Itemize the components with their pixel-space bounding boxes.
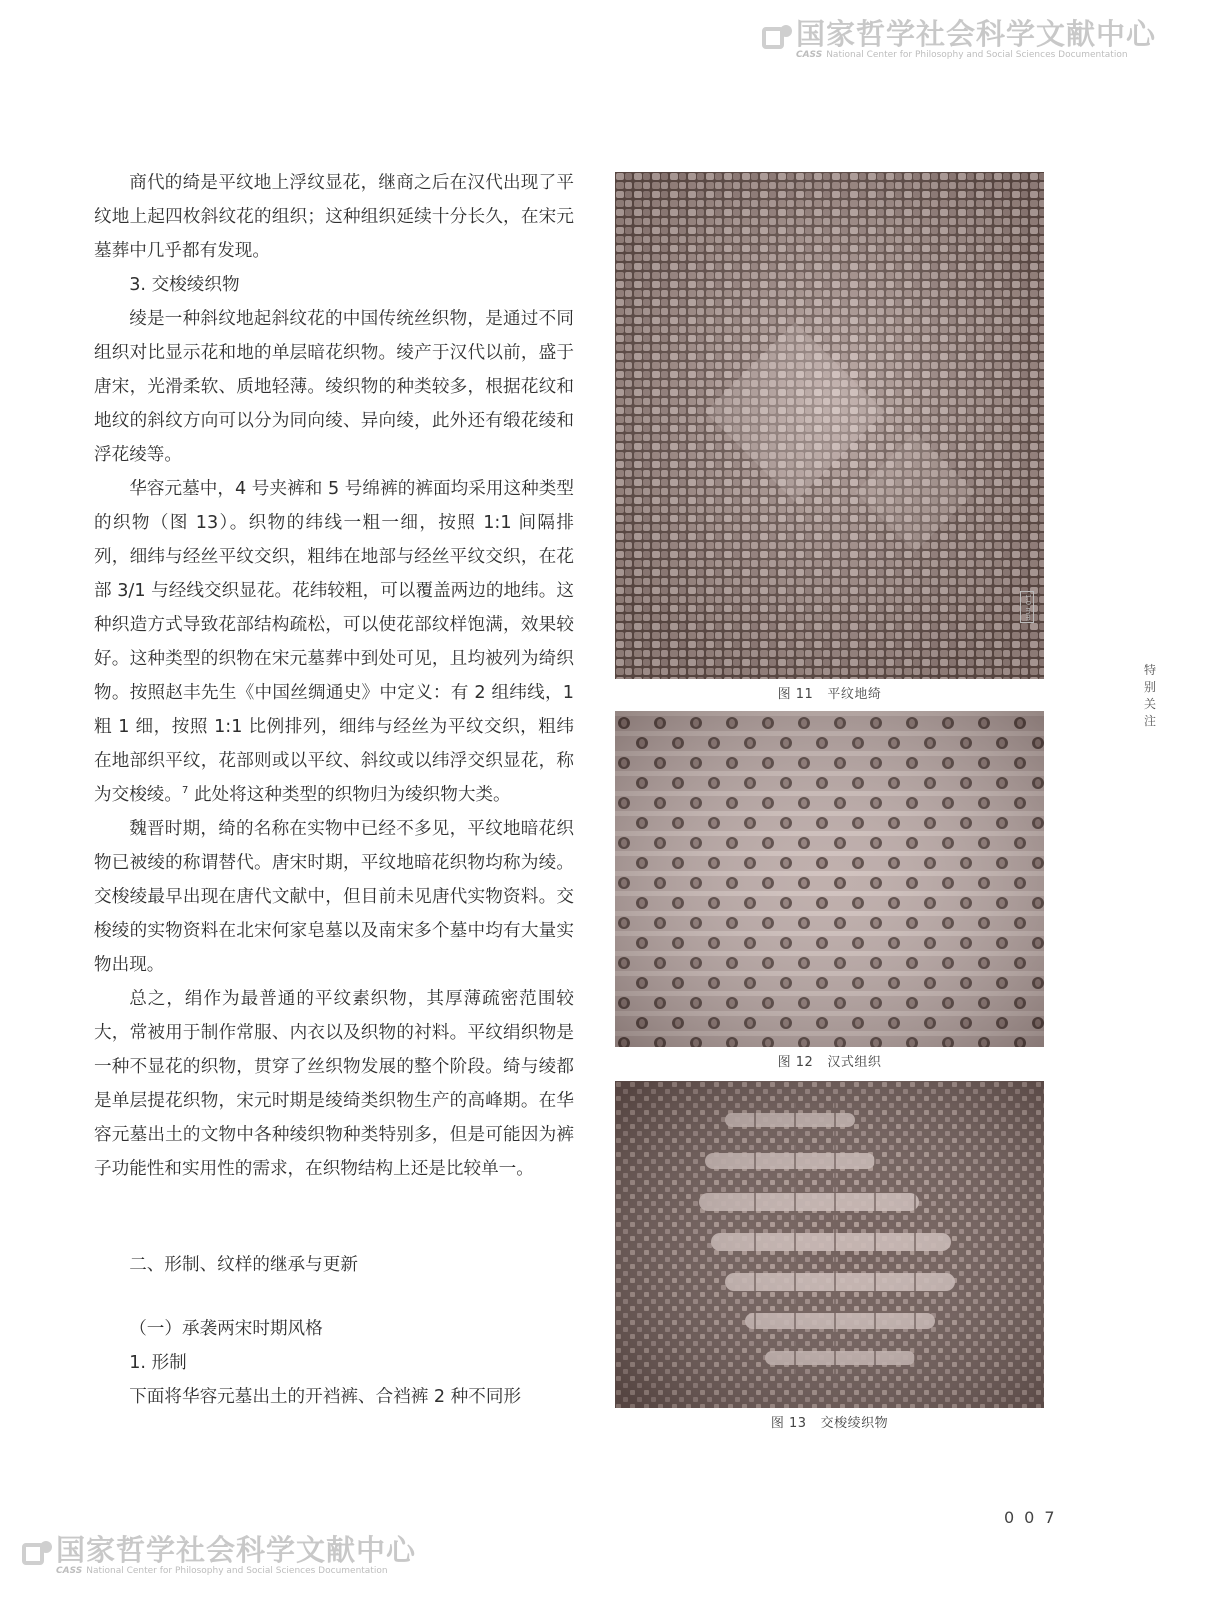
watermark-subtitle: National Center for Philosophy and Social Sciences Documentation xyxy=(86,1566,388,1576)
figure-13 xyxy=(615,1081,1044,1431)
figure-11-caption: 图 11 平纹地绮 xyxy=(777,687,882,702)
paragraph-1: 商代的绮是平纹地上浮纹显花，继商之后在汉代出现了平纹地上起四枚斜纹花的组织；这种组织延续十分长久，在宋元墓葬中几乎都有发现。 xyxy=(94,173,574,261)
section-heading-3: 3. 交梭绫织物 xyxy=(129,275,240,295)
watermark-logo-top xyxy=(762,18,1156,61)
watermark-abbr: CASS xyxy=(795,50,823,60)
paragraph-3: 华容元墓中，4 号夹裤和 5 号绵裤的裤面均采用这种类型的织物（图 13）。织物的纬线一粗一细，按照 1:1 间隔排列，细纬与经丝平纹交织，粗纬在地部与经丝平纹交织，在花部 3/1 与经线交织显花。花纬较粗，可以覆盖两边的地纬。这种织造方式导致花部结构疏松，可以使花部纹样饱满，效果较好。这种类型的织物在宋元墓葬中到处可见，且均被列为绮织物。按照赵丰先生《中国丝绸通史》中定义：有 2 组纬线，1 粗 1 细，按照 1:1 比例排列，细纬与经丝为平纹交织，粗纬在地部织平纹，花部则或以平纹、斜纹或以纬浮交织显花，称为交梭绫。$^7$ 此处将这种类型的织物归为绫织物大类。 xyxy=(94,479,574,805)
article-body xyxy=(94,166,574,1414)
figure-12 xyxy=(615,711,1044,1070)
figure-11 xyxy=(615,172,1044,702)
watermark-logo-bottom xyxy=(22,1534,416,1577)
watermark-title: 国家哲学社会科学文献中心 xyxy=(56,1533,417,1567)
figure-12-caption: 图 12 汉式组织 xyxy=(777,1055,882,1070)
scale-bar: 1.0 mm xyxy=(1020,591,1034,623)
paragraph-5: 总之，绢作为最普通的平纹素织物，其厚薄疏密范围较大，常被用于制作常服、内衣以及织物的衬料。平纹绢织物是一种不显花的织物，贯穿了丝织物发展的整个阶段。绮与绫都是单层提花织物，宋元时期是绫绮类织物生产的高峰期。在华容元墓出土的文物中各种绫织物种类特别多，但是可能因为裤子功能性和实用性的需求，在织物结构上还是比较单一。 xyxy=(94,989,574,1179)
figure-13-photo xyxy=(615,1081,1044,1408)
watermark-abbr: CASS xyxy=(56,1566,83,1576)
paragraph-6: 下面将华容元墓出土的开裆裤、合裆裤 2 种不同形 xyxy=(129,1387,522,1407)
subsection-heading: （一）承袭两宋时期风格 xyxy=(129,1319,323,1339)
cass-logo-icon xyxy=(22,1541,52,1571)
section-side-label: 特别关注 xyxy=(1143,663,1156,728)
watermark-subtitle: National Center for Philosophy and Social Sciences Documentation xyxy=(826,50,1128,60)
footnote-ref[interactable]: 7 xyxy=(181,785,189,796)
cass-logo-icon xyxy=(762,25,792,55)
paragraph-2: 绫是一种斜纹地起斜纹花的中国传统丝织物，是通过不同组织对比显示花和地的单层暗花织物。绫产于汉代以前，盛于唐宋，光滑柔软、质地轻薄。绫织物的种类较多，根据花纹和地纹的斜纹方向可以分为同向绫、异向绫，此外还有缎花绫和浮花绫等。 xyxy=(94,309,574,465)
page-number: 007 xyxy=(1004,1508,1065,1527)
chapter-heading: 二、形制、纹样的继承与更新 xyxy=(129,1255,358,1275)
figure-13-caption: 图 13 交梭绫织物 xyxy=(770,1416,889,1431)
paragraph-4: 魏晋时期，绮的名称在实物中已经不多见，平纹地暗花织物已被绫的称谓替代。唐宋时期，平纹地暗花织物均称为绫。交梭绫最早出现在唐代文献中，但目前未见唐代实物资料。交梭绫的实物资料在北宋何家皂墓以及南宋多个墓中均有大量实物出现。 xyxy=(94,819,574,975)
sub-subsection-heading: 1. 形制 xyxy=(129,1353,187,1373)
watermark-title: 国家哲学社会科学文献中心 xyxy=(795,17,1156,51)
figure-12-photo xyxy=(615,711,1044,1047)
figure-11-photo xyxy=(615,172,1044,679)
